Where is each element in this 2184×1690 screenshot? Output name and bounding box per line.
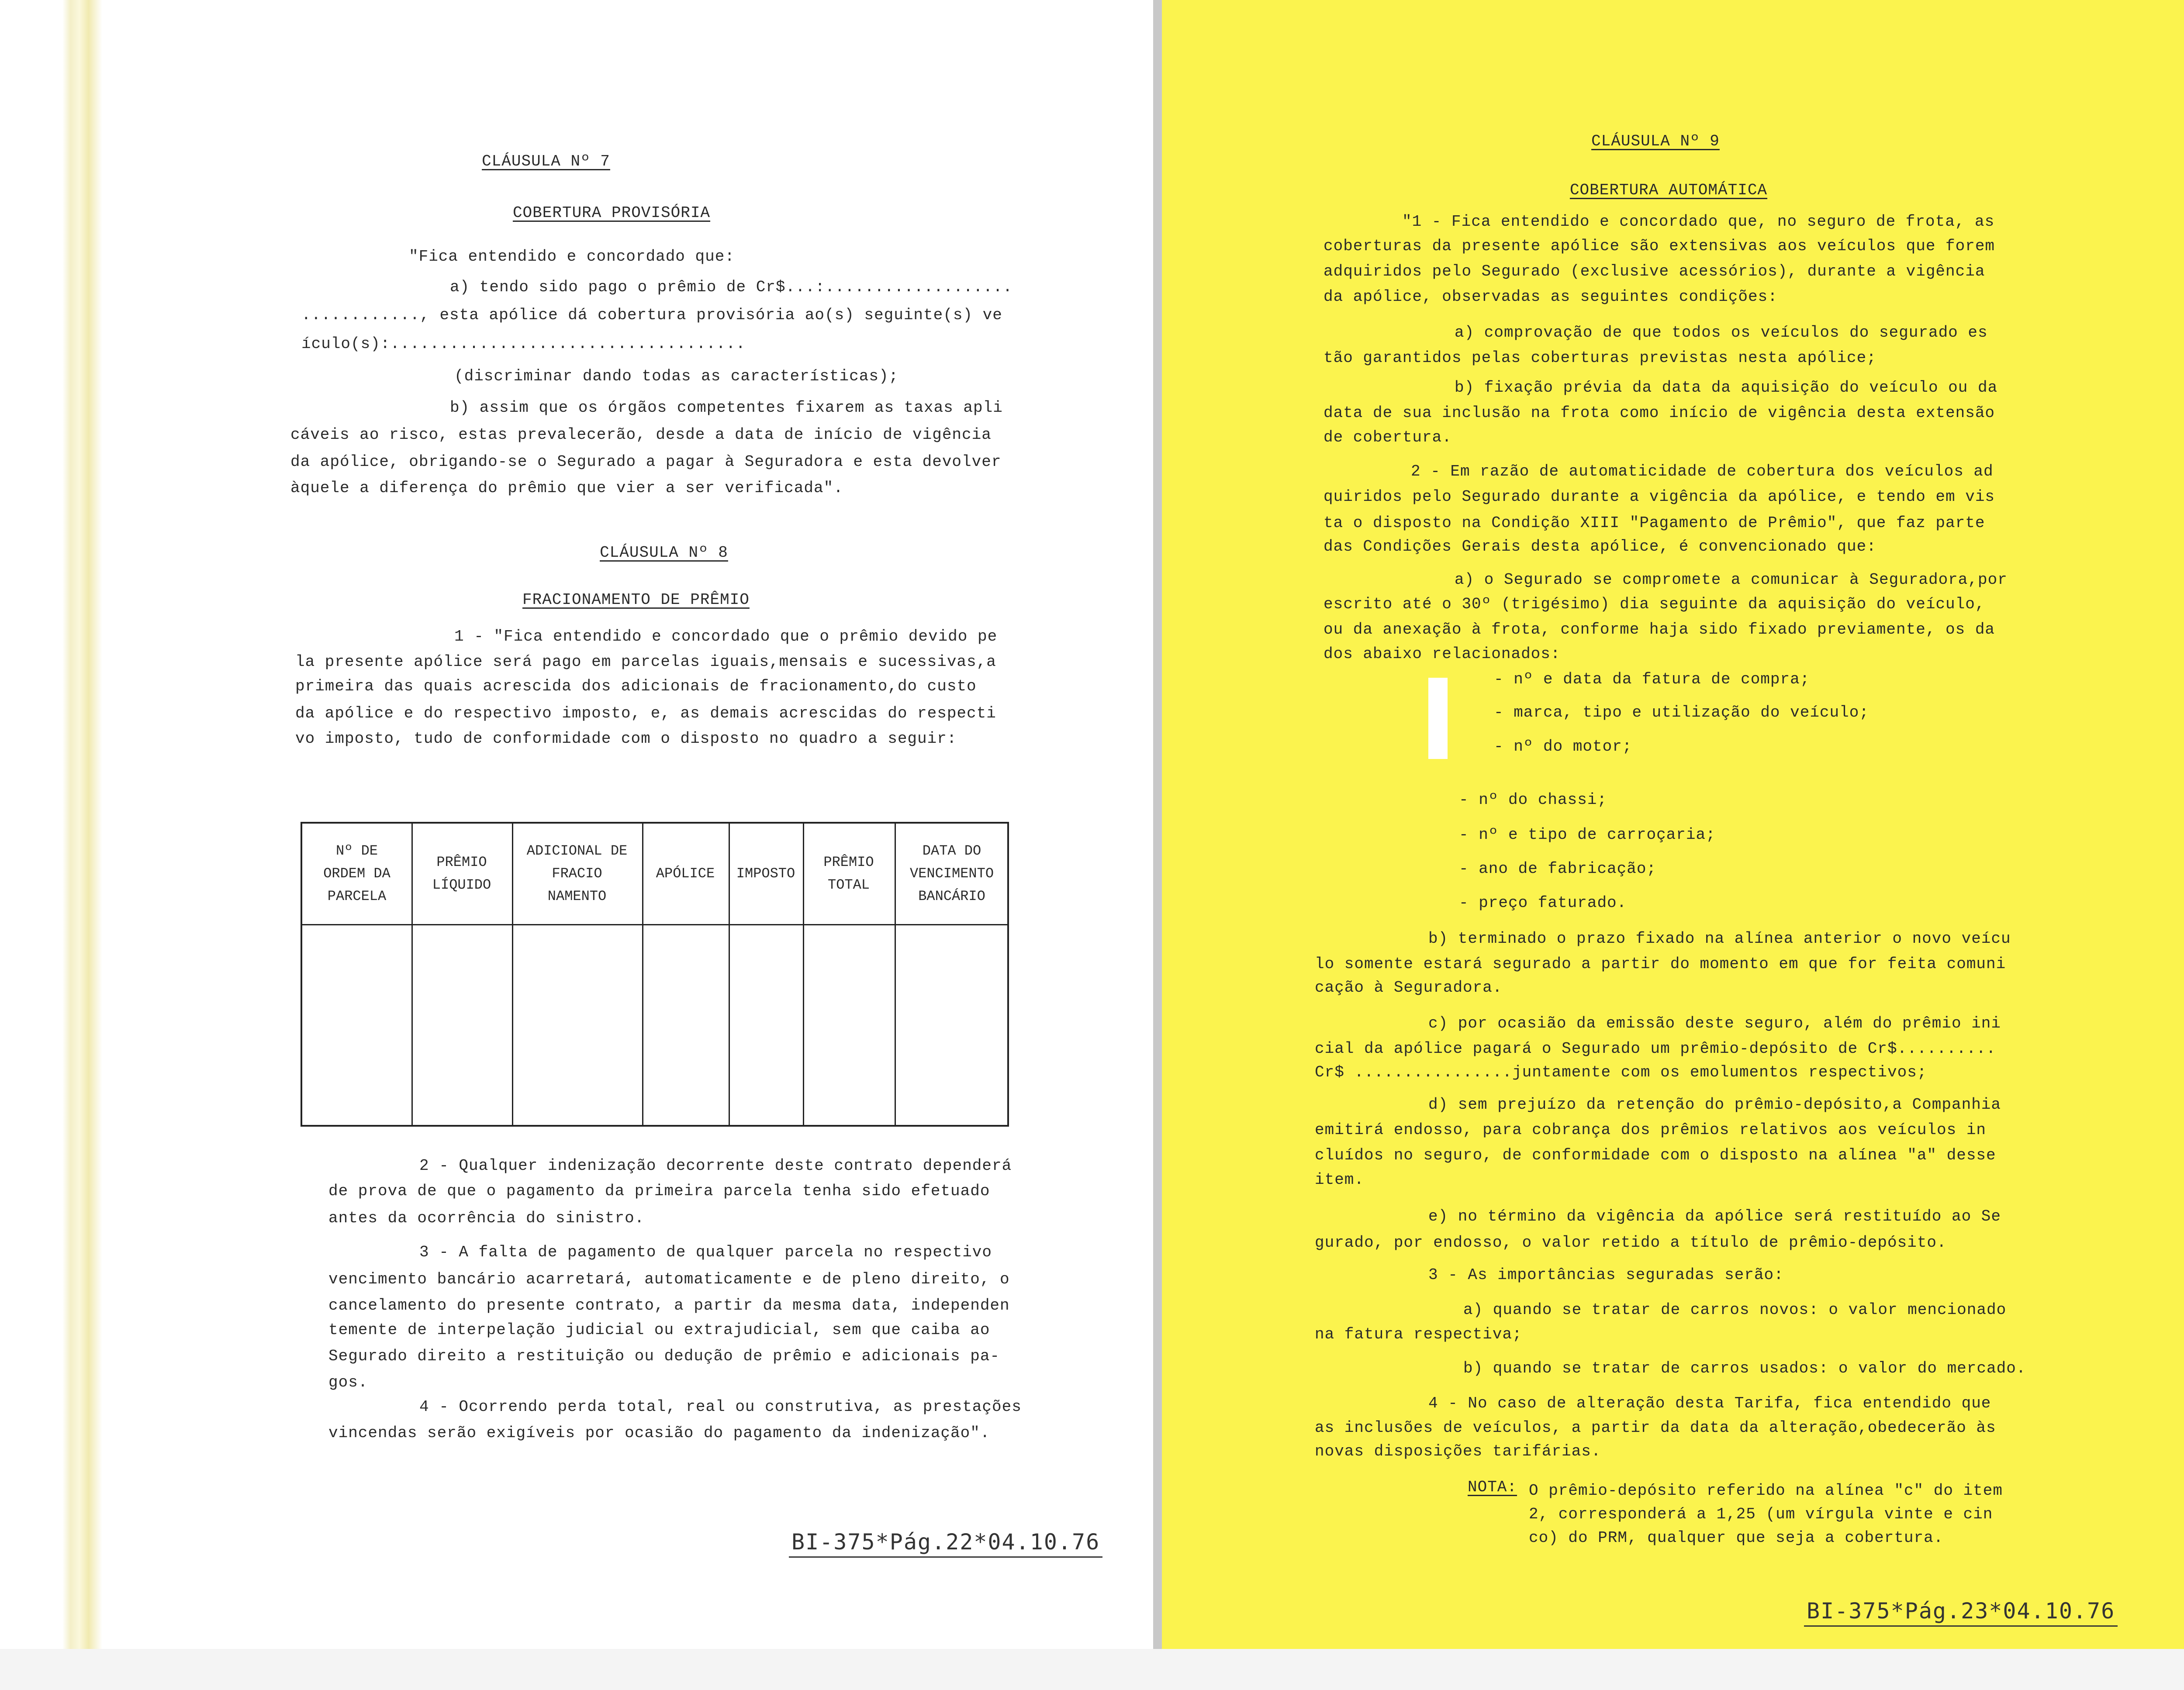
clause-8-line: 2 - Qualquer indenização decorrente deste contrato dependerá <box>419 1157 1012 1175</box>
clause-9-title: CLÁUSULA Nº 9 <box>1591 132 1720 150</box>
clause-7-line: àquele a diferença do prêmio que vier a ser verificada". <box>290 479 843 497</box>
clause-9-line: adquiridos pelo Segurado (exclusive acessórios), durante a vigência <box>1324 262 1985 280</box>
clause-8-line: antes da ocorrência do sinistro. <box>328 1209 645 1227</box>
clause-9-line: a) comprovação de que todos os veículos do segurado es <box>1455 324 1988 341</box>
table-header-cell: APÓLICE <box>656 866 715 882</box>
table-header-cell: Nº DE ORDEM DA PARCELA <box>323 843 390 904</box>
page-footer-stamp: BI-375*Pág.22*04.10.76 <box>789 1529 1102 1558</box>
clause-9-line: cial da apólice pagará o Segurado um prêmio-depósito de Cr$.......... <box>1315 1040 1996 1058</box>
list-item: - nº do motor; <box>1494 738 1632 755</box>
clause-9-line: novas disposições tarifárias. <box>1315 1442 1601 1460</box>
table-header-cell: IMPOSTO <box>736 866 795 882</box>
list-item: - nº do chassi; <box>1459 791 1607 809</box>
clause-8-line: vo imposto, tudo de conformidade com o disposto no quadro a seguir: <box>295 730 957 748</box>
list-item: - preço faturado. <box>1459 894 1627 912</box>
table-header-cell: DATA DO VENCIMENTO BANCÁRIO <box>909 843 994 904</box>
clause-9-line: da apólice, observadas as seguintes condições: <box>1324 288 1778 306</box>
table-header-cell: ADICIONAL DE FRACIO NAMENTO <box>526 843 628 904</box>
nota-line: O prêmio-depósito referido na alínea "c" do item <box>1529 1482 2003 1500</box>
clause-8-subtitle: FRACIONAMENTO DE PRÊMIO <box>522 591 750 609</box>
clause-7-line: ............, esta apólice dá cobertura provisória ao(s) seguinte(s) ve <box>301 306 1002 324</box>
clause-7-line: ículo(s):.................................... <box>301 335 746 353</box>
clause-9-line: de cobertura. <box>1324 428 1452 446</box>
clause-8-title: CLÁUSULA Nº 8 <box>600 544 728 562</box>
clause-9-line: escrito até o 30º (trigésimo) dia seguinte da aquisição do veículo, <box>1324 595 1985 613</box>
page-binding-edge <box>0 0 114 1649</box>
clause-8-line: temente de interpelação judicial ou extrajudicial, sem que caiba ao <box>328 1321 990 1339</box>
clause-9-line: b) terminado o prazo fixado na alínea anterior o novo veícu <box>1428 930 2011 948</box>
nota-line: 2, corresponderá a 1,25 (um vírgula vinte e cin <box>1529 1505 1993 1523</box>
clause-8-line: vencimento bancário acarretará, automaticamente e de pleno direito, o <box>328 1270 1010 1288</box>
clause-9-line: Cr$ ................juntamente com os emolumentos respectivos; <box>1315 1063 1927 1081</box>
clause-7-line: a) tendo sido pago o prêmio de Cr$...:................... <box>450 278 1013 296</box>
clause-7-line: b) assim que os órgãos competentes fixarem as taxas apli <box>450 399 1003 417</box>
paper-scrap <box>1428 678 1448 759</box>
clause-8-line: 1 - "Fica entendido e concordado que o prêmio devido pe <box>454 628 998 645</box>
list-item: - nº e data da fatura de compra; <box>1494 670 1810 688</box>
clause-9-line: b) fixação prévia da data da aquisição do veículo ou da <box>1455 379 1998 397</box>
clause-9-line: dos abaixo relacionados: <box>1324 645 1561 663</box>
clause-8-line: da apólice e do respectivo imposto, e, as demais acrescidas do respecti <box>295 704 996 722</box>
clause-9-line: 3 - As importâncias seguradas serão: <box>1428 1266 1784 1284</box>
clause-9-line: quiridos pelo Segurado durante a vigência da apólice, e tendo em vis <box>1324 488 1995 506</box>
clause-8-line: Segurado direito a restituição ou dedução de prêmio e adicionais pa- <box>328 1347 1000 1365</box>
clause-9-line: data de sua inclusão na frota como início de vigência desta extensão <box>1324 404 1995 422</box>
list-item: - nº e tipo de carroçaria; <box>1459 826 1716 844</box>
page-gutter <box>1153 0 1162 1649</box>
clause-7-subtitle: COBERTURA PROVISÓRIA <box>512 204 711 222</box>
clause-9-line: ta o disposto na Condição XIII "Pagamento de Prêmio", que faz parte <box>1324 514 1985 532</box>
page-footer-stamp: BI-375*Pág.23*04.10.76 <box>1804 1598 2118 1627</box>
clause-9-line: cação à Seguradora. <box>1315 979 1503 997</box>
premium-installment-table <box>301 822 1009 1127</box>
clause-9-line: as inclusões de veículos, a partir da data da alteração,obedecerão às <box>1315 1419 1996 1437</box>
nota-label: NOTA: <box>1468 1478 1517 1496</box>
clause-9-line: d) sem prejuízo da retenção do prêmio-depósito,a Companhia <box>1428 1096 2001 1114</box>
clause-9-subtitle: COBERTURA AUTOMÁTICA <box>1569 181 1768 199</box>
list-item: - marca, tipo e utilização do veículo; <box>1494 704 1869 721</box>
clause-9-line: 4 - No caso de alteração desta Tarifa, fica entendido que <box>1428 1394 1991 1412</box>
clause-9-line: a) o Segurado se compromete a comunicar à Seguradora,por <box>1455 571 2008 589</box>
clause-7-line: da apólice, obrigando-se o Segurado a pagar à Seguradora e esta devolver <box>290 453 1002 471</box>
clause-9-line: das Condições Gerais desta apólice, é convencionado que: <box>1324 538 1876 555</box>
clause-7-line: "Fica entendido e concordado que: <box>409 248 735 266</box>
clause-8-line: 4 - Ocorrendo perda total, real ou construtiva, as prestações <box>419 1398 1022 1416</box>
clause-8-line: vincendas serão exigíveis por ocasião do pagamento da indenização". <box>328 1424 990 1442</box>
clause-7-line: (discriminar dando todas as características); <box>454 367 899 385</box>
clause-8-line: gos. <box>328 1373 368 1391</box>
table-header-cell: PRÊMIO LÍQUIDO <box>432 854 491 893</box>
clause-9-line: cluídos no seguro, de conformidade com o disposto na alínea "a" desse <box>1315 1146 1996 1164</box>
clause-9-line: "1 - Fica entendido e concordado que, no seguro de frota, as <box>1402 213 1995 231</box>
clause-9-line: emitirá endosso, para cobrança dos prêmios relativos aos veículos in <box>1315 1121 1987 1139</box>
clause-7-line: cáveis ao risco, estas prevalecerão, desde a data de início de vigência <box>290 426 992 444</box>
clause-8-line: cancelamento do presente contrato, a partir da mesma data, independen <box>328 1297 1010 1314</box>
clause-9-line: a) quando se tratar de carros novos: o valor mencionado <box>1463 1301 2007 1319</box>
clause-9-line: c) por ocasião da emissão deste seguro, além do prêmio ini <box>1428 1014 2001 1032</box>
clause-9-line: 2 - Em razão de automaticidade de cobertura dos veículos ad <box>1411 462 1994 480</box>
clause-9-line: gurado, por endosso, o valor retido a título de prêmio-depósito. <box>1315 1234 1947 1252</box>
nota-line: co) do PRM, qualquer que seja a cobertura. <box>1529 1529 1944 1547</box>
list-item: - ano de fabricação; <box>1459 860 1657 878</box>
table-header-divider <box>302 924 1007 925</box>
clause-9-line: ou da anexação à frota, conforme haja sido fixado previamente, os da <box>1324 621 1995 638</box>
clause-9-line: na fatura respectiva; <box>1315 1325 1522 1343</box>
clause-9-line: item. <box>1315 1171 1365 1189</box>
right-page <box>1162 0 2184 1649</box>
clause-9-line: e) no término da vigência da apólice será restituído ao Se <box>1428 1207 2001 1225</box>
clause-9-line: tão garantidos pelas coberturas previstas nesta apólice; <box>1324 349 1876 367</box>
clause-9-line: lo somente estará segurado a partir do momento em que for feita comuni <box>1315 955 2006 973</box>
clause-9-line: b) quando se tratar de carros usados: o valor do mercado. <box>1463 1359 2026 1377</box>
clause-8-line: primeira das quais acrescida dos adicionais de fracionamento,do custo <box>295 677 977 695</box>
clause-8-line: 3 - A falta de pagamento de qualquer parcela no respectivo <box>419 1243 992 1261</box>
clause-8-line: de prova de que o pagamento da primeira parcela tenha sido efetuado <box>328 1182 990 1200</box>
scan-bottom-margin <box>0 1649 2184 1690</box>
table-header-cell: PRÊMIO TOTAL <box>823 854 874 893</box>
clause-9-line: coberturas da presente apólice são extensivas aos veículos que forem <box>1324 237 1995 255</box>
clause-7-title: CLÁUSULA Nº 7 <box>482 152 610 170</box>
clause-8-line: la presente apólice será pago em parcelas iguais,mensais e sucessivas,a <box>295 653 996 671</box>
